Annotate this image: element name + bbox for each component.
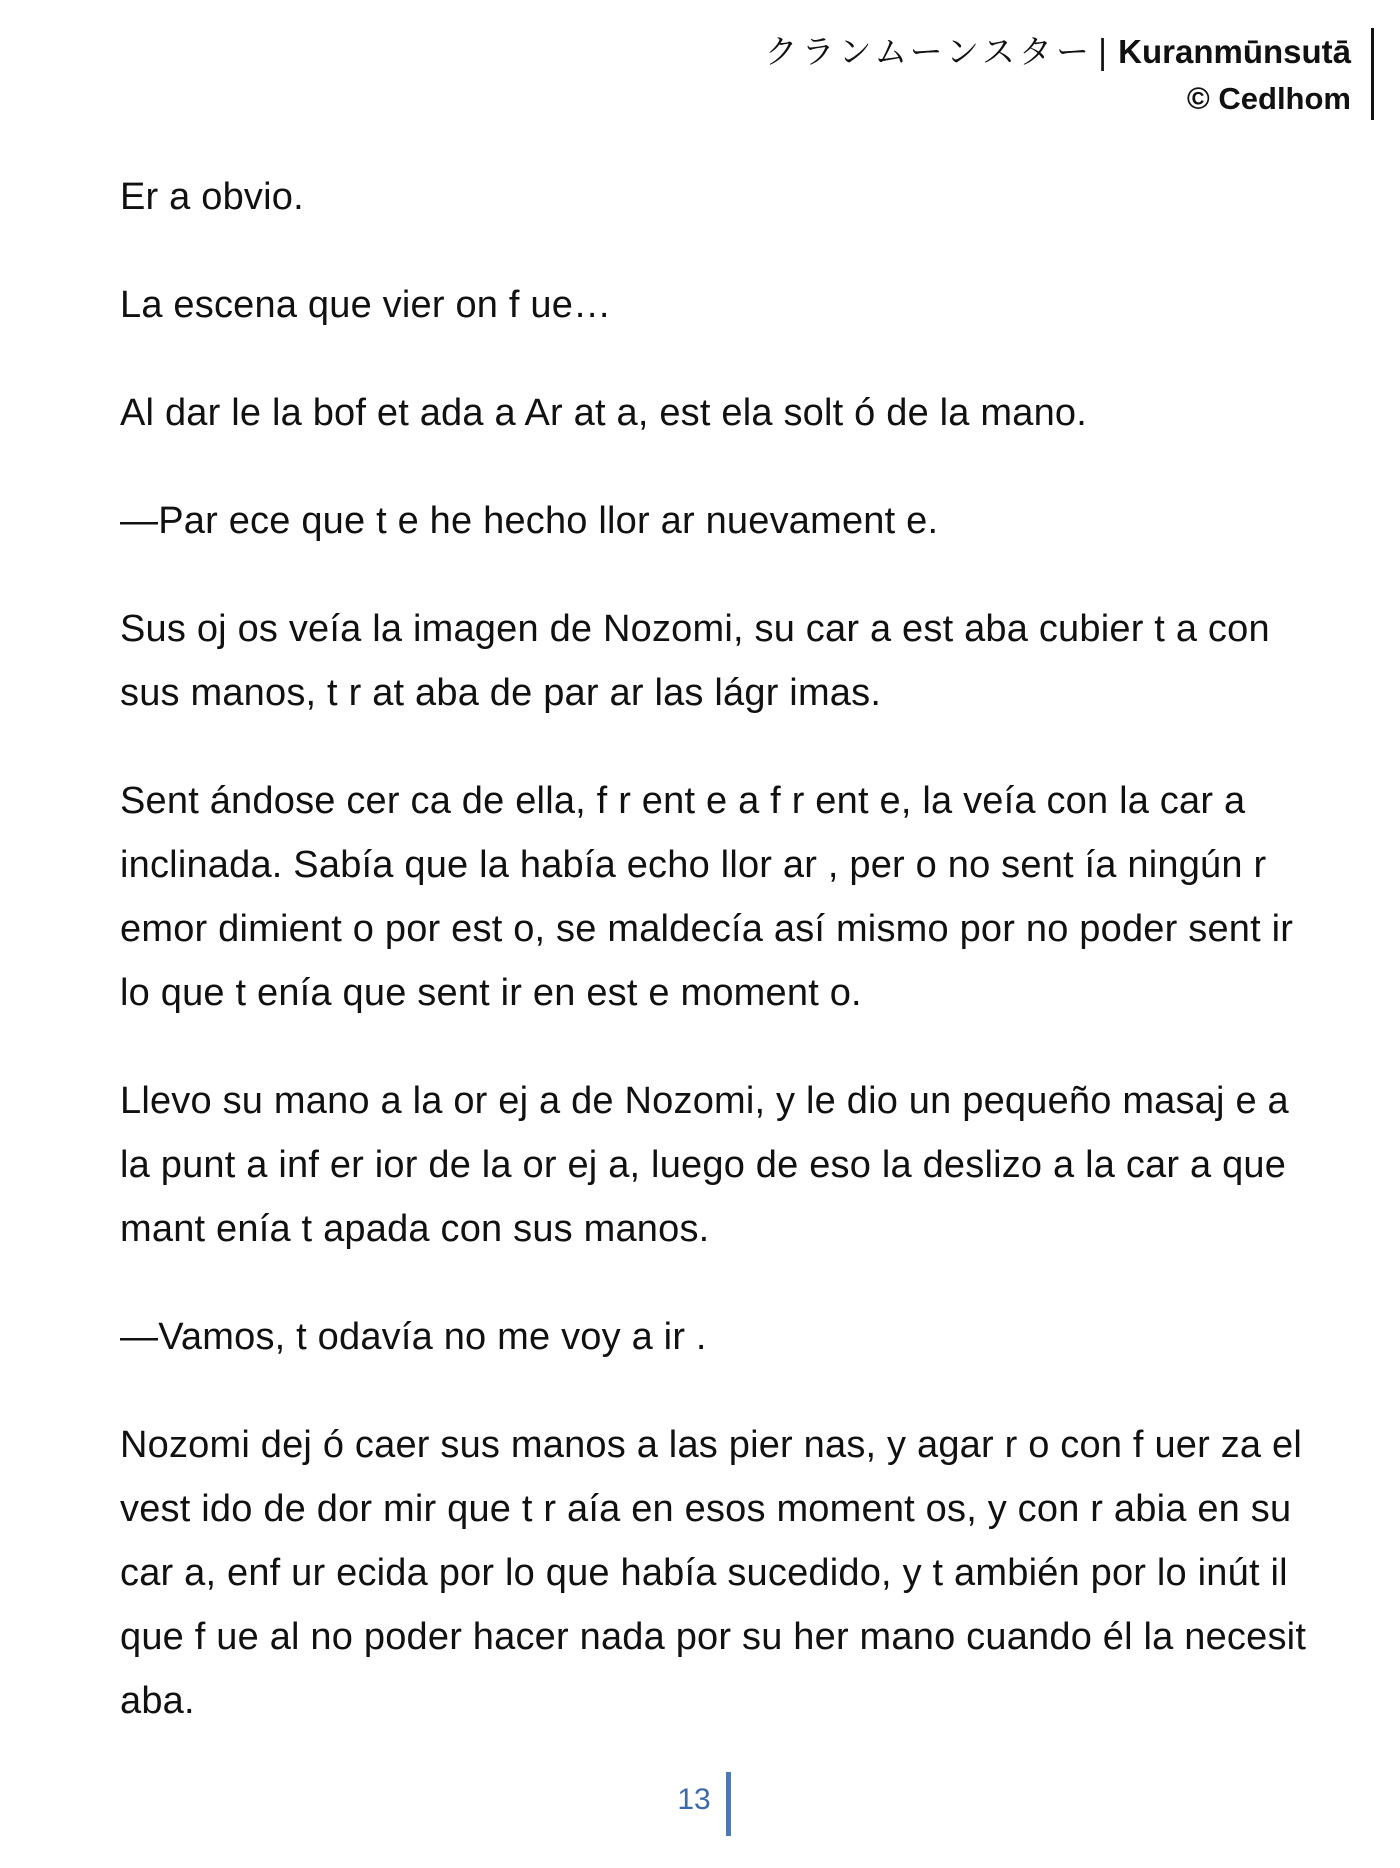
page-header <box>765 28 1374 120</box>
page-number-container <box>677 1780 730 1820</box>
paragraph: La escena que vier on f ue… <box>120 284 612 326</box>
page-body <box>120 165 1310 1777</box>
page-footer <box>0 1780 1400 1820</box>
paragraph: Er a obvio. <box>120 176 304 218</box>
header-title-romaji: Kuranmūnsutā <box>1118 33 1351 70</box>
paragraph: Sus oj os veía la imagen de Nozomi, su car a est aba cubier t a con sus manos, t r at aba de par ar las lágr imas. <box>120 608 1270 714</box>
paragraph: —Par ece que t e he hecho llor ar nuevament e. <box>120 500 939 542</box>
paragraph: Nozomi dej ó caer sus manos a las pier nas, y agar r o con f uer za el vest ido de dor mir que t r aía en esos moment os, y con r abia en su car a, enf ur ecida por lo que había sucedido, y t ambién por lo inút il que f ue al no poder hacer nada por su her mano cuando él la necesit aba. <box>120 1424 1307 1722</box>
header-title-japanese: クランムーンスター <box>764 32 1094 71</box>
header-copyright: © Cedlhom <box>1186 81 1351 116</box>
page-number-bar <box>726 1772 731 1836</box>
paragraph: Llevo su mano a la or ej a de Nozomi, y le dio un pequeño masaj e a la punt a inf er ior de la or ej a, luego de eso la deslizo a la car a que mant enía t apada con sus manos. <box>120 1080 1289 1250</box>
page-number: 13 <box>677 1783 711 1816</box>
paragraph: Al dar le la bof et ada a Ar at a, est ela solt ó de la mano. <box>120 392 1088 434</box>
header-separator: | <box>1097 32 1109 71</box>
paragraph: —Vamos, t odavía no me voy a ir . <box>120 1316 707 1358</box>
header-title-line <box>765 28 1351 76</box>
paragraph: Sent ándose cer ca de ella, f r ent e a f r ent e, la veía con la car a inclinada. Sabía que la había echo llor ar , per o no sent ía ningún r emor dimient o por est o, se maldecía así mismo por no poder sent ir lo que t enía que sent ir en est e moment o. <box>120 780 1294 1014</box>
